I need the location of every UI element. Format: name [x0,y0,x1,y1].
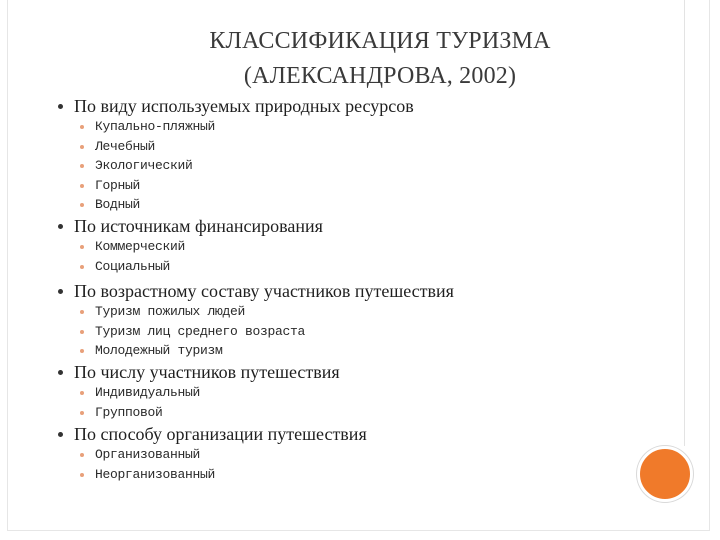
item-bullet [80,145,84,149]
item-bullet [80,245,84,249]
item-bullet [80,125,84,129]
list-item: Коммерческий [95,239,186,254]
group-heading: По числу участников путешествия [74,362,340,382]
group-heading: По источникам финансирования [74,216,323,236]
list-item: Неорганизованный [95,466,216,482]
group-heading: По способу организации путешествия [74,424,367,444]
group-heading: По возрастному составу участников путешествия [74,281,454,301]
item-bullet [80,184,84,188]
list-item: Купально-пляжный [95,119,216,134]
slide-title [120,24,640,94]
group-bullet [58,432,63,437]
decorative-line [684,0,685,446]
list-item: Индивидуальный [95,385,201,400]
list-item: Туризм пожилых людей [95,304,246,319]
group-bullet [58,224,63,229]
item-bullet [80,265,84,269]
group-heading: По виду используемых природных ресурсов [74,96,414,116]
group-bullet [58,104,63,109]
list-item: Групповой [95,404,163,420]
list-item: Туризм лиц среднего возраста [95,323,306,339]
item-bullet [80,349,84,353]
item-bullet [80,330,84,334]
list-item: Организованный [95,447,201,462]
list-item: Лечебный [95,138,156,154]
item-bullet [80,411,84,415]
item-bullet [80,164,84,168]
item-bullet [80,203,84,207]
item-bullet [80,391,84,395]
title-line-2: (АЛЕКСАНДРОВА, 2002) [243,63,517,89]
list-item: Горный [95,177,141,193]
item-bullet [80,473,84,477]
group-bullet [58,289,63,294]
title-line-1: КЛАССИФИКАЦИЯ ТУРИЗМА [209,28,551,54]
list-item: Экологический [95,158,193,173]
list-item: Социальный [95,258,171,274]
item-bullet [80,453,84,457]
list-item: Молодежный туризм [95,343,223,358]
list-item: Водный [95,197,141,212]
item-bullet [80,310,84,314]
decorative-orange-circle [637,446,693,502]
group-bullet [58,370,63,375]
